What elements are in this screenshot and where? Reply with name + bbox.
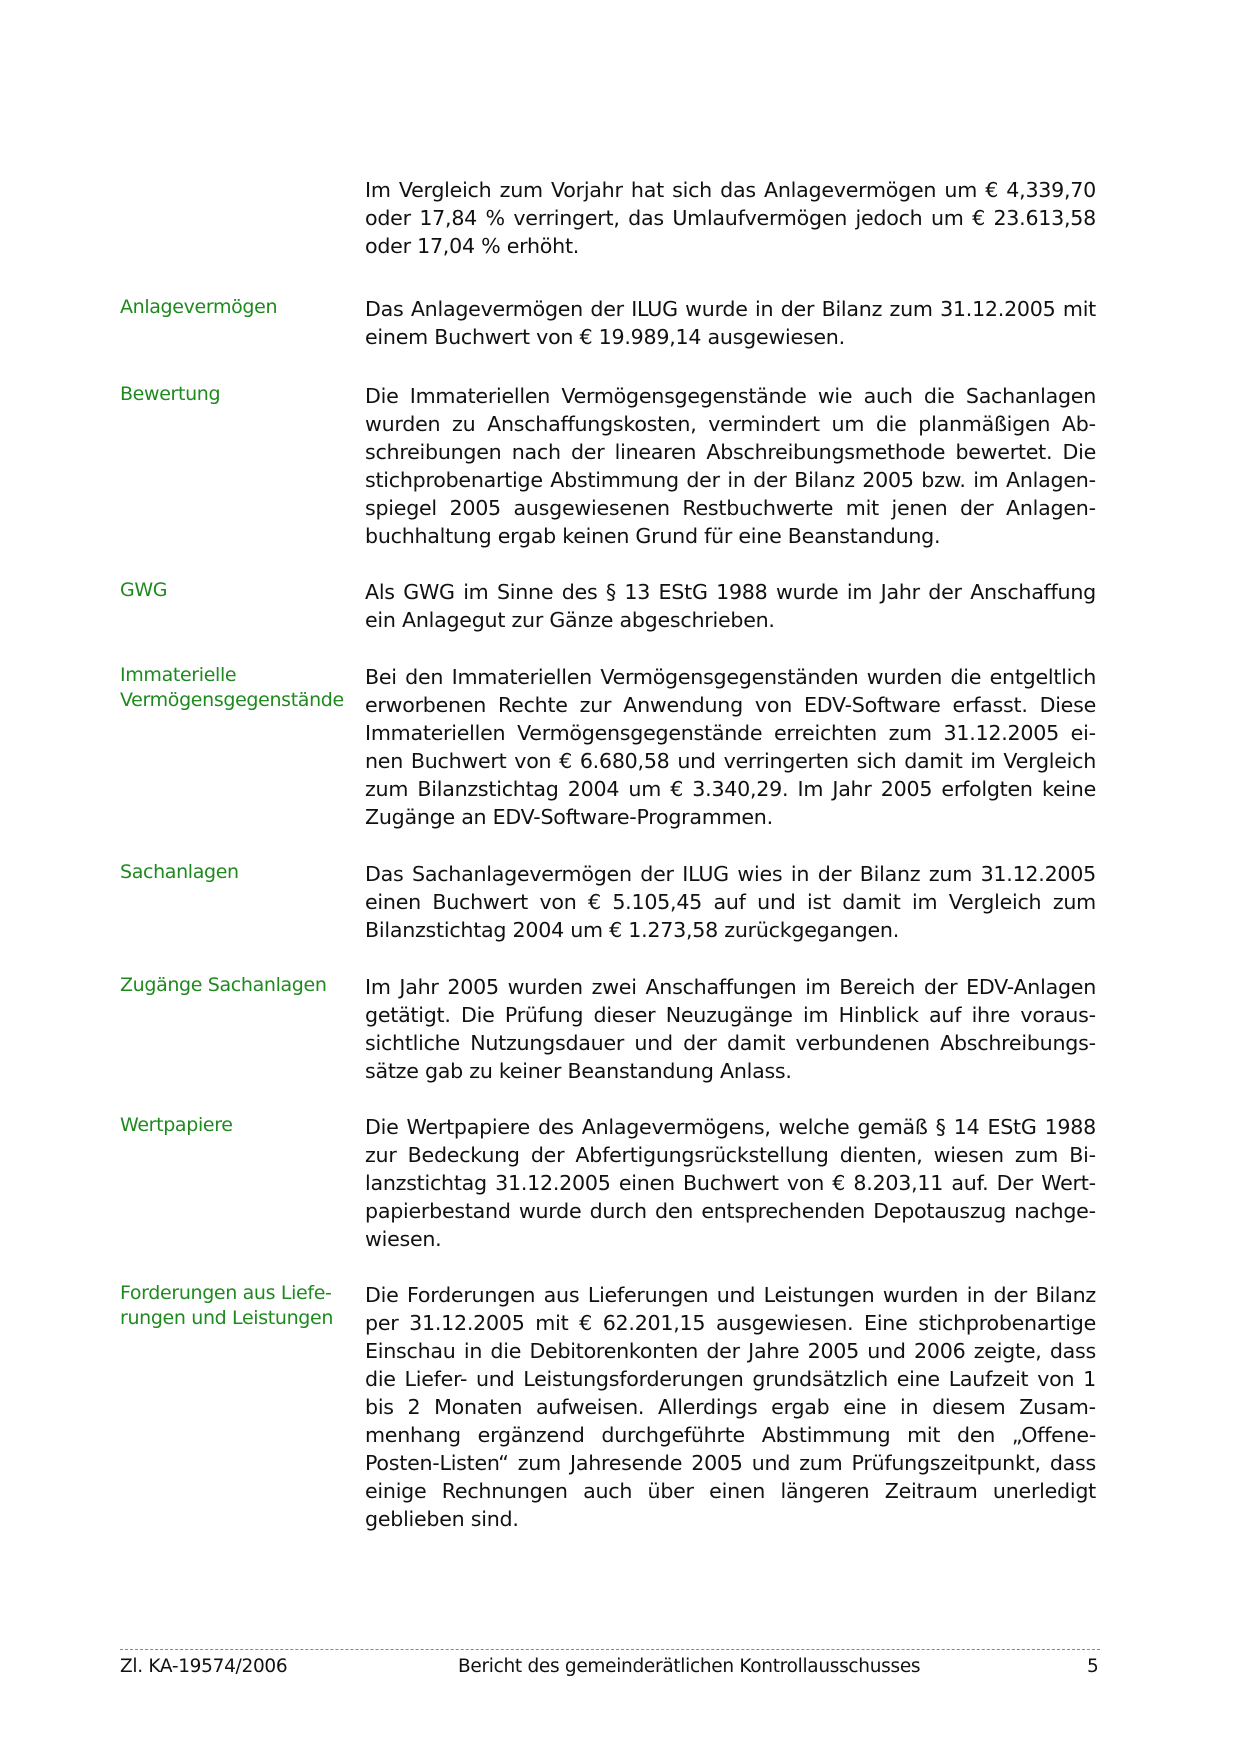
paragraph-text: Das Anlagevermögen der ILUG wurde in der Bilanz zum 31.12.2005 mit einem Buchwert von € 19.989,14 ausgewiesen. — [365, 297, 1096, 349]
margin-heading: Zugänge Sachanlagen — [120, 974, 327, 996]
paragraph-intro — [365, 176, 1096, 260]
footer-title: Bericht des gemeinderätlichen Kontrollausschusses — [458, 1656, 921, 1677]
paragraph-forderungen — [365, 1281, 1096, 1533]
paragraph-text: Die Immateriellen Vermögensgegenstände wie auch die Sachanlagen wurden zu Anschaffungskosten, vermindert um die planmäßigen Abschreibungen nach der linearen Abschreibungsmethode bewertet. Die stichprobenartige Abstimmung der in der Bilanz 2005 bzw. im Anlagenspiegel 2005 ausgewiesenen Restbuchwerte mit jenen der Anlagenbuchhaltung ergab keinen Grund für eine Beanstandung. — [365, 384, 1096, 548]
paragraph-text: Bei den Immateriellen Vermögensgegenständen wurden die entgeltlich erworbenen Rechte zur Anwendung von EDV-Software erfasst. Diese Immateriellen Vermögensgegenstände erreichten zum 31.12.2005 einen Buchwert von € 6.680,58 und verringerten sich damit im Vergleich zum Bilanzstichtag 2004 um € 3.340,29. Im Jahr 2005 erfolgten keine Zugänge an EDV-Software-Programmen. — [365, 665, 1096, 829]
paragraph-bewertung — [365, 382, 1096, 550]
paragraph-text: Als GWG im Sinne des § 13 EStG 1988 wurde im Jahr der Anschaffung ein Anlagegut zur Gänze abgeschrieben. — [365, 580, 1096, 632]
paragraph-text: Die Wertpapiere des Anlagevermögens, welche gemäß § 14 EStG 1988 zur Bedeckung der Abfertigungsrückstellung dienten, wiesen zum Bilanzstichtag 31.12.2005 einen Buchwert von € 8.203,11 auf. Der Wertpapierbestand wurde durch den entsprechenden Depotauszug nachgewiesen. — [365, 1115, 1096, 1251]
paragraph-zugaenge — [365, 973, 1096, 1085]
paragraph-text: Im Jahr 2005 wurden zwei Anschaffungen im Bereich der EDV-Anlagen getätigt. Die Prüfung dieser Neuzugänge im Hinblick auf ihre voraussichtliche Nutzungsdauer und der damit verbundenen Abschreibungssätze gab zu keiner Beanstandung Anlass. — [365, 975, 1096, 1083]
paragraph-immaterielle — [365, 663, 1096, 831]
paragraph-gwg — [365, 578, 1096, 634]
paragraph-wertpapiere — [365, 1113, 1096, 1253]
paragraph-text: Im Vergleich zum Vorjahr hat sich das Anlagevermögen um € 4,339,70 oder 17,84 % verringert, das Umlaufvermögen jedoch um € 23.613,58 oder 17,04 % erhöht. — [365, 178, 1096, 258]
page-number: 5 — [1087, 1656, 1099, 1677]
margin-heading: Sachanlagen — [120, 861, 239, 883]
footer-reference: Zl. KA-19574/2006 — [120, 1656, 288, 1677]
margin-heading: Bewertung — [120, 383, 221, 405]
footer-divider — [120, 1649, 1100, 1650]
paragraph-anlagevermoegen — [365, 295, 1096, 351]
paragraph-text: Das Sachanlagevermögen der ILUG wies in der Bilanz zum 31.12.2005 einen Buchwert von € 5.105,45 auf und ist damit im Vergleich zum Bilanzstichtag 2004 um € 1.273,58 zurückgegangen. — [365, 862, 1096, 942]
margin-heading: Wertpapiere — [120, 1114, 233, 1136]
margin-heading: Forderungen aus Lieferungen und Leistungen — [120, 1282, 334, 1329]
margin-heading: Immaterielle Vermögensgegenstände — [120, 664, 344, 711]
paragraph-text: Die Forderungen aus Lieferungen und Leistungen wurden in der Bilanz per 31.12.2005 mit € 62.201,15 ausgewiesen. Eine stichprobenartige Einschau in die Debitorenkonten der Jahre 2005 und 2006 zeigte, dass die Liefer- und Leistungsforderungen grundsätzlich eine Laufzeit von 1 bis 2 Monaten aufweisen. Allerdings ergab eine in diesem Zusammenhang ergänzend durchgeführte Abstimmung mit den „Offene-Posten-Listen“ zum Jahresende 2005 und zum Prüfungszeitpunkt, dass einige Rechnungen auch über einen längeren Zeitraum unerledigt geblieben sind. — [365, 1283, 1096, 1531]
paragraph-sachanlagen — [365, 860, 1096, 944]
margin-heading: GWG — [120, 579, 168, 601]
margin-heading: Anlagevermögen — [120, 296, 278, 318]
